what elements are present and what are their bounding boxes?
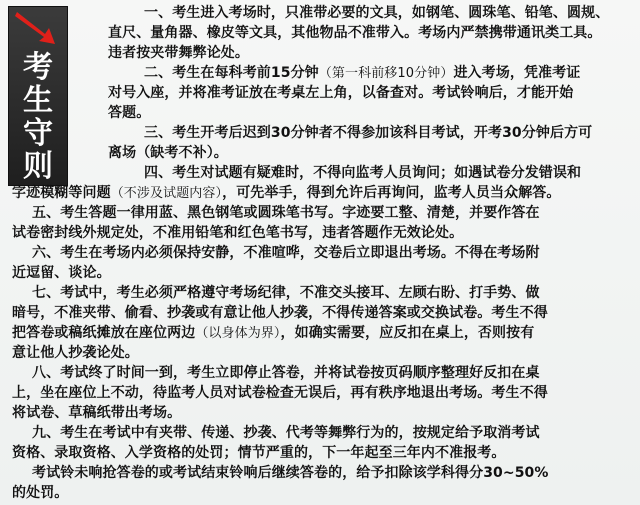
rule-4-line: 字迹模糊等问题（不涉及试题内容），可先举手，得到允许后再询问，监考人员当众解答。 (12, 185, 561, 201)
rule-7-line: 把答卷或稿纸摊放在座位两边（以身体为界），如确实需要，应反扣在桌上，否则按有 (12, 325, 535, 341)
rule-1-line: 一、考生进入考场时，只准带必要的文具，如钢笔、圆珠笔、铅笔、圆规、 (144, 5, 610, 21)
rule-7-line: 七、考试中，考生必须严格遵守考场纪律，不准交头接耳、左顾右盼、打手势、做 (32, 285, 540, 301)
rule-2-line: 答题。 (108, 105, 151, 121)
rule-9-line: 资格、录取资格、入学资格的处罚；情节严重的，下一年起至三年内不准报考。 (12, 445, 506, 461)
rule-9-line: 九、考生在考试中有夹带、传递、抄袭、代考等舞弊行为的，按规定给予取消考试 (32, 425, 540, 441)
rule-7-line: 意让他人抄袭论处。 (12, 345, 139, 361)
rule-8-line: 上，坐在座位上不动，待监考人员对试卷检查无误后，再有秩序地退出考场。考生不得 (12, 385, 548, 401)
side-title-char: 考 (23, 50, 53, 85)
rule-2-line: 二、考生在每科考前15分钟（第一科前移10分钟）进入考场，凭准考证 (144, 65, 581, 81)
rule-4-line: 四、考生对试题有疑难时，不得向监考人员询问；如遇试卷分发错误和 (144, 165, 582, 181)
rule-8-line: 将试卷、草稿纸带出考场。 (12, 405, 182, 421)
rule-8-line: 八、考试终了时间一到，考生立即停止答卷，并将试卷按页码顺序整理好反扣在桌 (32, 365, 540, 381)
side-title-char: 生 (23, 83, 53, 118)
rule-10-line: 的处罚。 (12, 485, 69, 501)
rule-5-line: 五、考生答题一律用蓝、黑色钢笔或圆珠笔书写。字迹要工整、清楚，并要作答在 (32, 205, 540, 221)
rule-6-line: 六、考生在考场内必须保持安静，不准喧哗，交卷后立即退出考场。不得在考场附 (32, 245, 540, 261)
side-title-banner (8, 6, 68, 186)
rule-7-line: 暗号，不准夹带、偷看、抄袭或有意让他人抄袭，不得传递答案或交换试卷。考生不得 (12, 305, 548, 321)
rule-1-line: 违者按夹带舞弊论处。 (108, 45, 249, 61)
side-title (9, 51, 67, 183)
side-title-char: 守 (23, 116, 53, 151)
red-arrow-icon (11, 8, 63, 48)
rule-3-line: 离场（缺考不补）。 (108, 145, 228, 161)
rule-6-line: 近逗留、谈论。 (12, 265, 111, 281)
rule-10-line: 考试铃未响抢答卷的或考试结束铃响后继续答卷的，给予扣除该学科得分30~50% (32, 465, 549, 481)
rule-1-line: 直尺、量角器、橡皮等文具，其他物品不准带入。考场内严禁携带通讯类工具。 (108, 25, 602, 41)
side-title-char: 则 (23, 149, 53, 184)
rule-5-line: 试卷密封线外规定处，不准用铅笔和红色笔书写，违者答题作无效论处。 (12, 225, 464, 241)
rule-3-line: 三、考生开考后迟到30分钟者不得参加该科目考试，开考30分钟后方可 (144, 125, 593, 141)
rule-2-line: 对号入座，并将准考证放在考桌左上角，以备查对。考试铃响后，才能开始 (108, 85, 574, 101)
